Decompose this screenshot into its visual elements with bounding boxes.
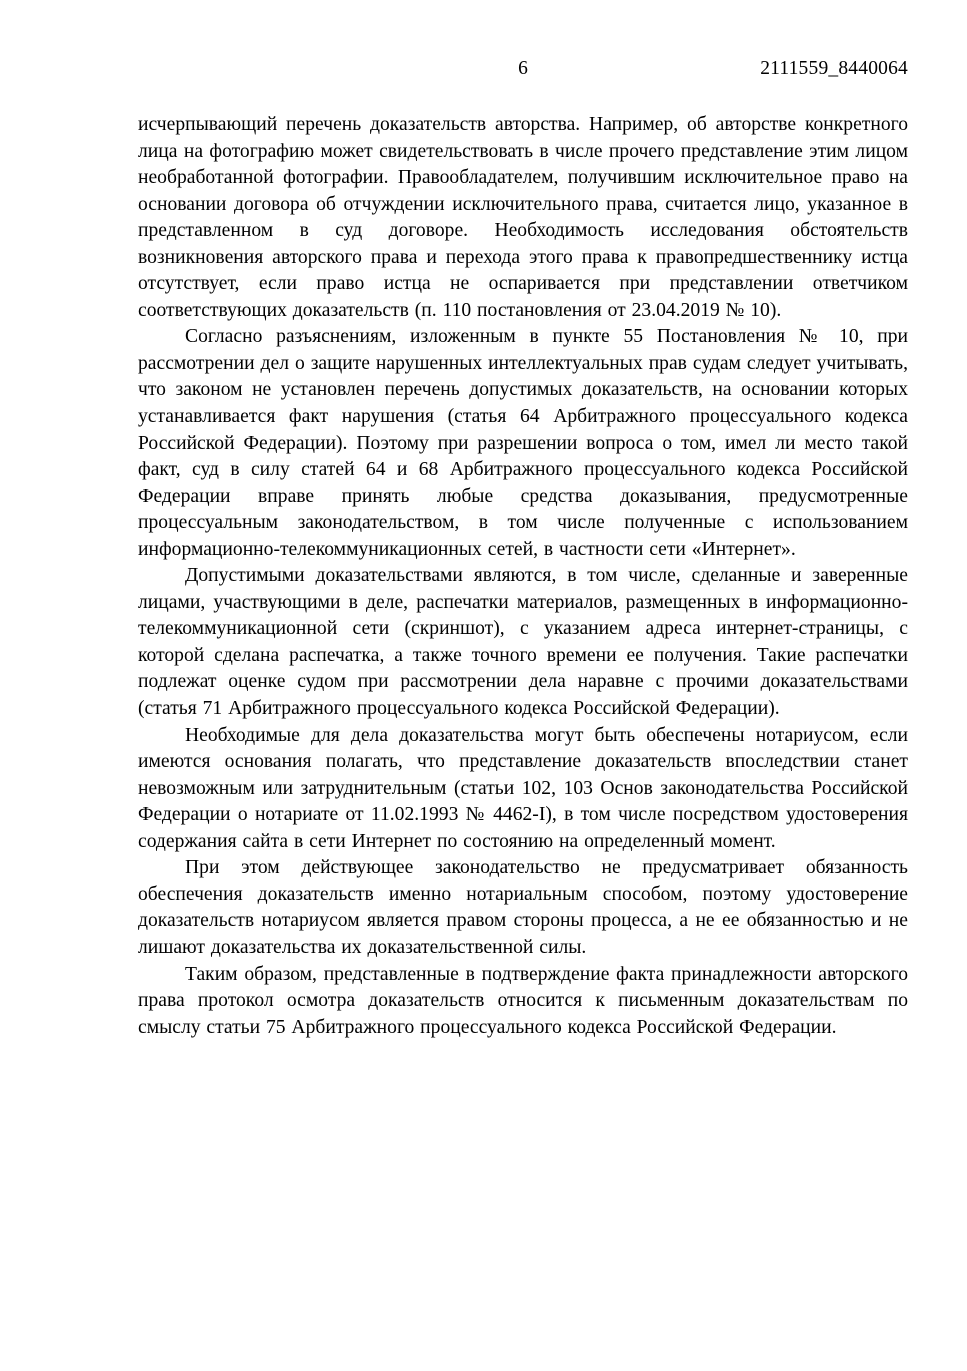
page-number: 6 bbox=[518, 58, 528, 79]
document-body bbox=[138, 112, 908, 1041]
body-paragraph: Таким образом, представленные в подтверждение факта принадлежности авторского права протокол осмотра доказательств относится к письменным доказательствам по смыслу статьи 75 Арбитражного процессуального кодекса Российской Федерации. bbox=[138, 963, 908, 1038]
page-header bbox=[138, 57, 908, 81]
body-paragraph: Необходимые для дела доказательства могут быть обеспечены нотариусом, если имеются основания полагать, что представление доказательств впоследствии станет невозможным или затруднительным (статьи 102, 103 Основ законодательства Российской Федерации о нотариате от 11.02.1993 № 4462-I), в том числе посредством удостоверения содержания сайта в сети Интернет по состоянию на определенный момент. bbox=[138, 724, 908, 852]
body-paragraph: При этом действующее законодательство не предусматривает обязанность обеспечения доказательств именно нотариальным способом, поэтому удостоверение доказательств нотариусом является правом стороны процесса, а не ее обязанностью и не лишают доказательства их доказательственной силы. bbox=[138, 857, 908, 958]
document-number: 2111559_8440064 bbox=[760, 58, 908, 79]
body-paragraph: Согласно разъяснениям, изложенным в пункте 55 Постановления № 10, при рассмотрении дел о защите нарушенных интеллектуальных прав судам следует учитывать, что законом не установлен перечень допустимых доказательств, на основании которых устанавливается факт нарушения (статья 64 Арбитражного процессуального кодекса Российской Федерации). Поэтому при разрешении вопроса о том, имел ли место такой факт, суд в силу статей 64 и 68 Арбитражного процессуального кодекса Российской Федерации вправе принять любые средства доказывания, предусмотренные процессуальным законодательством, в том числе полученные с использованием информационно-телекоммуникационных сетей, в частности сети «Интернет». bbox=[138, 326, 908, 560]
body-paragraph: Допустимыми доказательствами являются, в том числе, сделанные и заверенные лицами, участвующими в деле, распечатки материалов, размещенных в информационно-телекоммуникационной сети (скриншот), с указанием адреса интернет-страницы, с которой сделана распечатка, а также точного времени ее получения. Такие распечатки подлежат оценке судом при рассмотрении дела наравне с прочими доказательствами (статья 71 Арбитражного процессуального кодекса Российской Федерации). bbox=[138, 565, 908, 720]
body-paragraph-continuation: исчерпывающий перечень доказательств авторства. Например, об авторстве конкретного лица на фотографию может свидетельствовать в числе прочего представление этим лицом необработанной фотографии. Правообладателем, получившим исключительное право на основании договора об отчуждении исключительного права, считается лицо, указанное в представленном в суд договоре. Необходимость исследования обстоятельств возникновения авторского права и перехода этого права к правопредшественнику истца отсутствует, если право истца не оспаривается при представлении ответчиком соответствующих доказательств (п. 110 постановления от 23.04.2019 № 10). bbox=[138, 114, 908, 321]
